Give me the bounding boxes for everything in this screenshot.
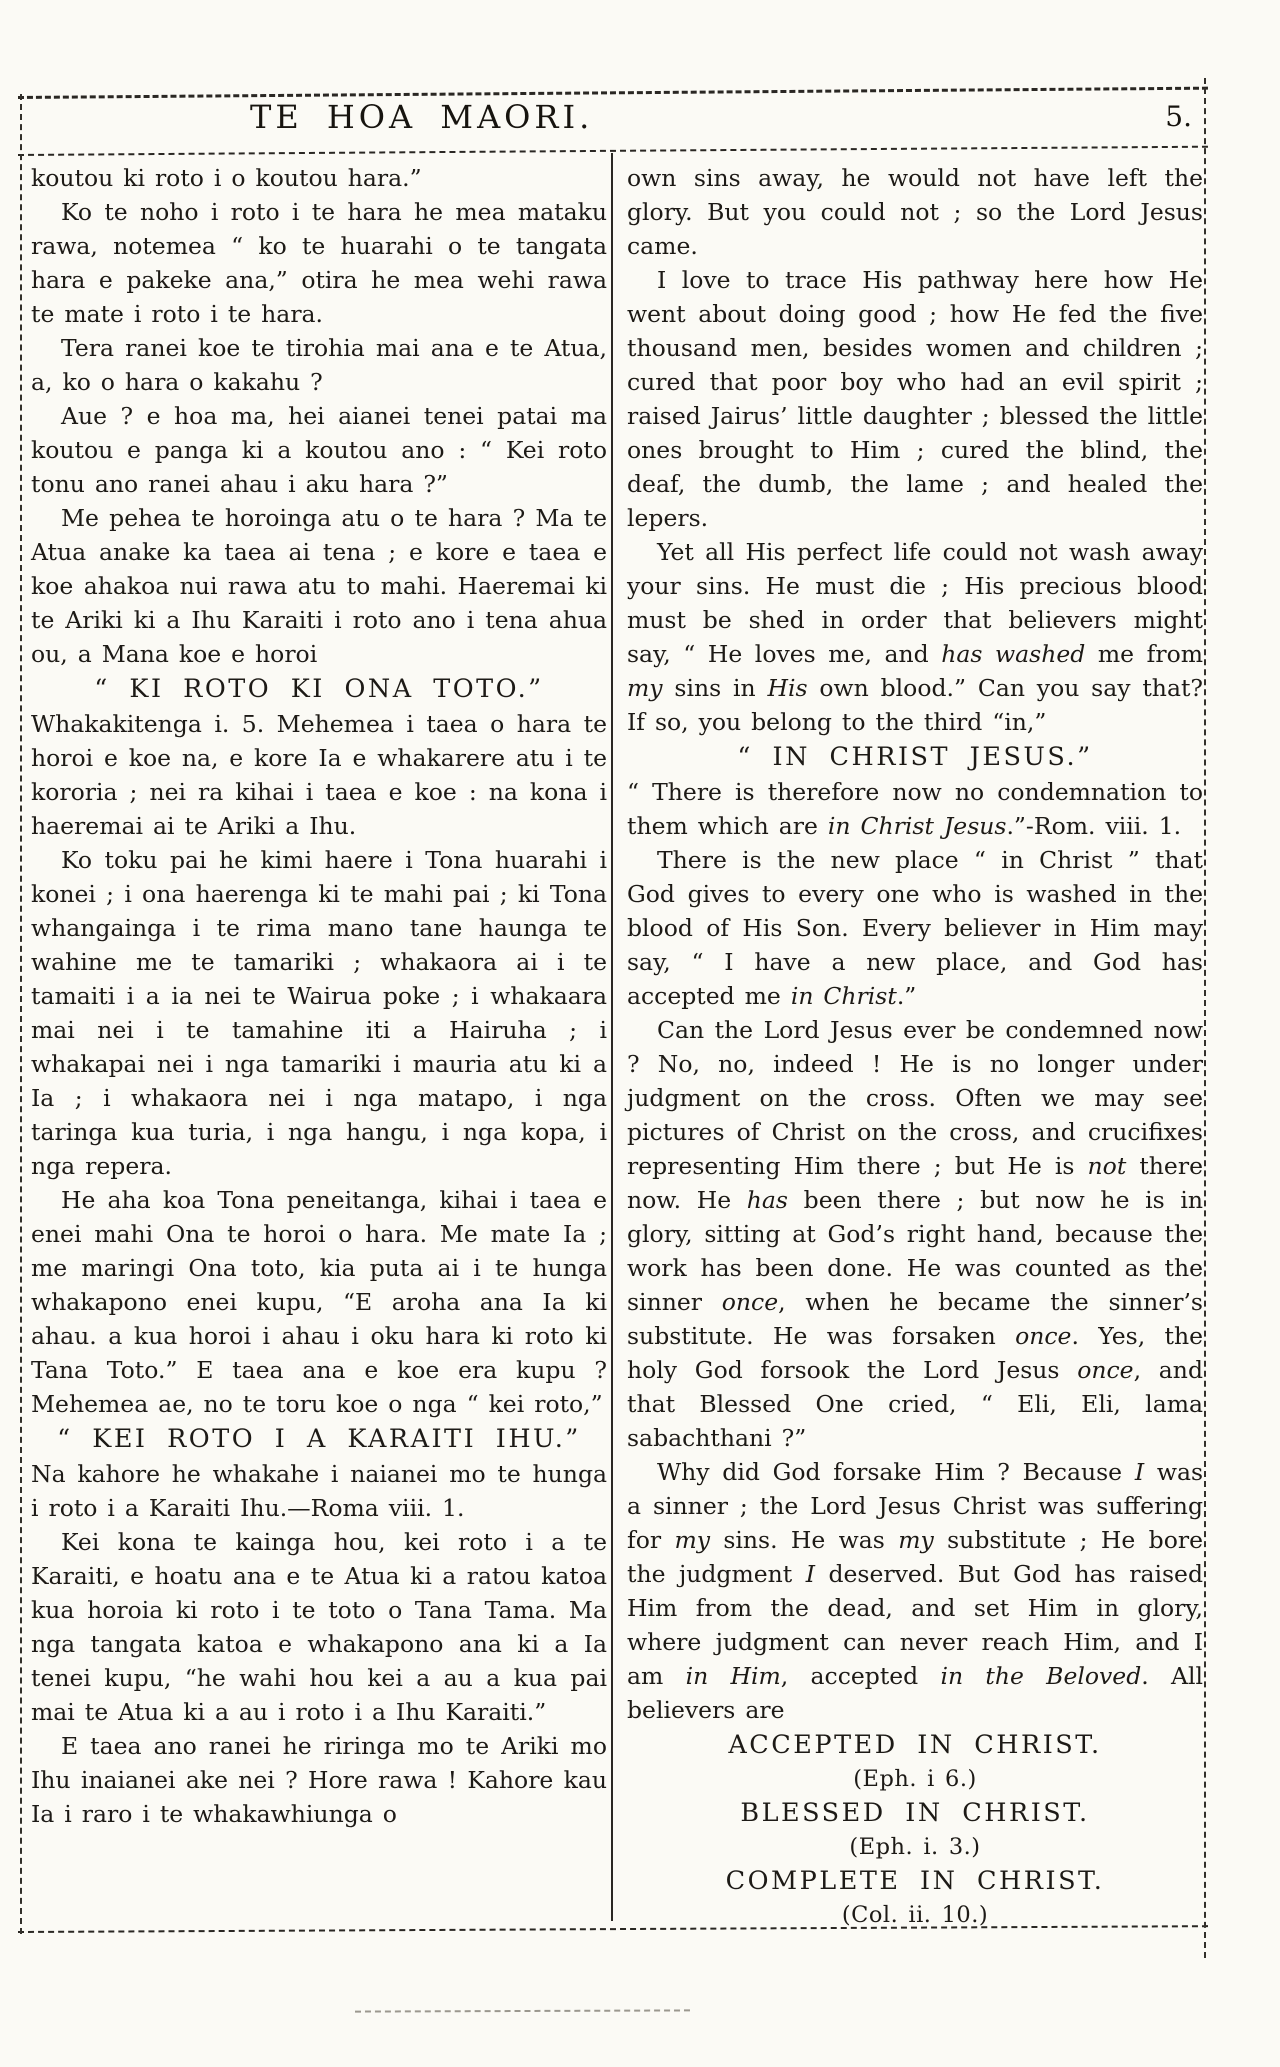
- right-border-rule: [1204, 78, 1206, 1958]
- text-run: He aha koa Tona peneitanga, kihai i taea e enei mahi Ona te horoi o hara. Me mate Ia ; me maringi Ona toto, kia puta ai i te hunga whakapono enei kupu, “E aroha ana Ia ki ahau. a kua horoi i ahau i oku hara ki roto ki Tana Toto.” E taea ana e koe era kupu ? Mehemea ae, no te toru koe o nga “ kei roto,”: [31, 1186, 607, 1418]
- italic-text-run: once: [721, 1288, 779, 1316]
- top-border-rule: [18, 87, 1208, 99]
- text-run: sins. He was: [710, 1526, 899, 1554]
- text-run: (Col. ii. 10.): [841, 1902, 989, 1928]
- text-run: “ There is therefore now no condemnation to them which are: [627, 778, 1203, 840]
- scripture-reference: [627, 1831, 1203, 1863]
- section-heading: [31, 671, 607, 707]
- text-run: “ IN CHRIST JESUS.”: [737, 742, 1093, 772]
- text-run: I love to trace His pathway here how He went about doing good ; how He fed the five thousand men, besides women and children ; cured that poor boy who had an evil spirit ; raised Jairus’ little daughter ; blessed the little ones brought to Him ; cured the blind, the deaf, the dumb, the lame ; and healed the lepers.: [627, 266, 1203, 532]
- paragraph: [627, 1013, 1203, 1455]
- italic-text-run: in Christ: [790, 982, 897, 1010]
- text-run: deserved. But God has raised Him from the dead, and set Him in glory, where judgment can never reach Him, and I am: [627, 1560, 1203, 1690]
- paragraph: [31, 501, 607, 671]
- section-heading: [627, 1795, 1203, 1831]
- text-run: .”: [896, 982, 917, 1010]
- text-run: me from: [1085, 640, 1203, 668]
- text-run: There is the new place “ in Christ ” that God gives to every one who is washed in the blood of His Son. Every believer in Him may say, “ I have a new place, and God has accepted me: [627, 846, 1203, 1010]
- italic-text-run: I: [805, 1560, 815, 1588]
- italic-text-run: has washed: [941, 640, 1086, 668]
- text-run: , and that Blessed One cried, “ Eli, Eli, lama sabachthani ?”: [627, 1356, 1203, 1452]
- italic-text-run: has: [746, 1186, 788, 1214]
- text-run: koutou ki roto i o koutou hara.”: [31, 164, 422, 192]
- italic-text-run: not: [1087, 1152, 1127, 1180]
- text-run: BLESSED IN CHRIST.: [740, 1798, 1090, 1828]
- paragraph: [31, 1729, 607, 1831]
- text-run: sins in: [662, 674, 768, 702]
- page-title: TE HOA MAORI.: [250, 98, 594, 136]
- left-column-maori-text: [31, 161, 607, 1831]
- italic-text-run: my: [674, 1526, 710, 1554]
- text-run: Can the Lord Jesus ever be condemned now ? No, no, indeed ! He is no longer under judgment on the cross. Often we may see pictures of Christ on the cross, and crucifixes representing Him there ; but He is: [627, 1016, 1203, 1180]
- text-run: E taea ano ranei he riringa mo te Ariki mo Ihu inaianei ake nei ? Hore rawa ! Kahore kau Ia i raro i te whakawhiunga o: [31, 1732, 607, 1828]
- scan-artifact-line: [355, 2009, 690, 2012]
- paragraph: [31, 331, 607, 399]
- section-heading: [627, 1863, 1203, 1899]
- text-run: “ KEI ROTO I A KARAITI IHU.”: [57, 1424, 581, 1454]
- text-run: Na kahore he whakahe i naianei mo te hunga i roto i a Karaiti Ihu.—Roma viii. 1.: [31, 1460, 607, 1522]
- text-run: there now. He: [627, 1152, 1203, 1214]
- text-run: Why did God forsake Him ? Because: [657, 1458, 1135, 1486]
- paragraph: [627, 161, 1203, 263]
- text-run: [1024, 1662, 1046, 1690]
- italic-text-run: in Him: [685, 1662, 781, 1690]
- text-run: .”-Rom. viii. 1.: [1006, 812, 1182, 840]
- text-run: substitute ; He bore the judgment: [627, 1526, 1203, 1588]
- text-run: own blood.” Can you say that? If so, you belong to the third “in,”: [627, 674, 1203, 736]
- italic-text-run: His: [767, 674, 808, 702]
- italic-text-run: Beloved: [1046, 1662, 1142, 1690]
- text-run: Ko te noho i roto i te hara he mea mataku rawa, notemea “ ko te huarahi o te tangata hara e pakeke ana,” otira he mea wehi rawa te mate i roto i te hara.: [31, 198, 607, 328]
- paragraph: [627, 843, 1203, 1013]
- text-run: . Yes, the holy God forsook the Lord Jesus: [627, 1322, 1203, 1384]
- italic-text-run: my: [627, 674, 663, 702]
- text-run: ACCEPTED IN CHRIST.: [728, 1730, 1102, 1760]
- section-heading: [627, 1727, 1203, 1763]
- text-run: (Eph. i 6.): [853, 1766, 977, 1792]
- text-run: , accepted: [780, 1662, 941, 1690]
- italic-text-run: in the: [940, 1662, 1024, 1690]
- text-run: own sins away, he would not have left the glory. But you could not ; so the Lord Jesus came.: [627, 164, 1203, 260]
- paragraph: [31, 707, 607, 843]
- text-run: Whakakitenga i. 5. Mehemea i taea o hara te horoi e koe na, e kore Ia e whakarere atu i te kororia ; nei ra kihai i taea e koe : na kona i haeremai ai te Ariki a Ihu.: [31, 710, 607, 840]
- text-run: , when he became the sinner’s substitute. He was forsaken: [627, 1288, 1203, 1350]
- text-run: Yet all His perfect life could not wash away your sins. He must die ; His precious blood must be shed in order that believers might say, “ He loves me, and: [627, 538, 1203, 668]
- paragraph: [627, 263, 1203, 535]
- column-divider-rule: [611, 153, 613, 1921]
- page-number: 5.: [1165, 100, 1192, 133]
- right-column-english-text: [627, 161, 1203, 1931]
- paragraph: [31, 195, 607, 331]
- text-run: . All believers are: [627, 1662, 1203, 1724]
- text-run: was a sinner ; the Lord Jesus Christ was suffering for: [627, 1458, 1204, 1554]
- text-run: COMPLETE IN CHRIST.: [725, 1866, 1105, 1896]
- section-heading: [31, 1421, 607, 1457]
- paragraph: [31, 1457, 607, 1525]
- section-heading: [627, 739, 1203, 775]
- italic-text-run: my: [898, 1526, 934, 1554]
- paragraph: [627, 775, 1203, 843]
- text-run: Aue ? e hoa ma, hei aianei tenei patai ma koutou e panga ki a koutou ano : “ Kei roto tonu ano ranei ahau i aku hara ?”: [31, 402, 607, 498]
- scripture-reference: [627, 1763, 1203, 1795]
- text-run: Tera ranei koe te tirohia mai ana e te Atua, a, ko o hara o kakahu ?: [31, 334, 607, 396]
- text-run: been there ; but now he is in glory, sitting at God’s right hand, because the work has been done. He was counted as the sinner: [627, 1186, 1203, 1316]
- paragraph: [31, 843, 607, 1183]
- text-run: (Eph. i. 3.): [849, 1834, 981, 1860]
- italic-text-run: once: [1015, 1322, 1072, 1350]
- paragraph: [31, 161, 607, 195]
- text-run: Kei kona te kainga hou, kei roto i a te Karaiti, e hoatu ana e te Atua ki a ratou katoa kua horoia ki roto i te toto o Tana Tama. Ma nga tangata katoa e whakapono ana ki a Ia tenei kupu, “he wahi hou kei a au a kua pai mai te Atua ki a au i roto i a Ihu Karaiti.”: [31, 1528, 607, 1726]
- left-border-rule: [20, 94, 22, 1934]
- paragraph: [31, 399, 607, 501]
- paragraph: [627, 1455, 1203, 1727]
- text-run: Ko toku pai he kimi haere i Tona huarahi i konei ; i ona haerenga ki te mahi pai ; ki Tona whangainga i te rima mano tane haunga te wahine me te tamariki ; whakaora ai i te tamaiti i a ia nei te Wairua poke ; i whakaara mai nei i te tamahine iti a Hairuha ; i whakapai nei i nga tamariki i mauria atu ki a Ia ; i whakaora nei i nga matapo, i nga taringa kua turia, i nga hangu, i nga kopa, i nga repera.: [31, 846, 607, 1180]
- italic-text-run: in Christ Jesus: [827, 812, 1007, 840]
- paragraph: [627, 535, 1203, 739]
- paragraph: [31, 1183, 607, 1421]
- paragraph: [31, 1525, 607, 1729]
- text-run: Me pehea te horoinga atu o te hara ? Ma te Atua anake ka taea ai tena ; e kore e taea e koe ahakoa nui rawa atu to mahi. Haeremai ki te Ariki ki a Ihu Karaiti i roto ano i tena ahua ou, a Mana koe e horoi: [31, 504, 607, 668]
- text-run: “ KI ROTO KI ONA TOTO.”: [94, 674, 544, 704]
- scripture-reference: [627, 1899, 1203, 1931]
- italic-text-run: I: [1134, 1458, 1145, 1486]
- italic-text-run: once: [1077, 1356, 1134, 1384]
